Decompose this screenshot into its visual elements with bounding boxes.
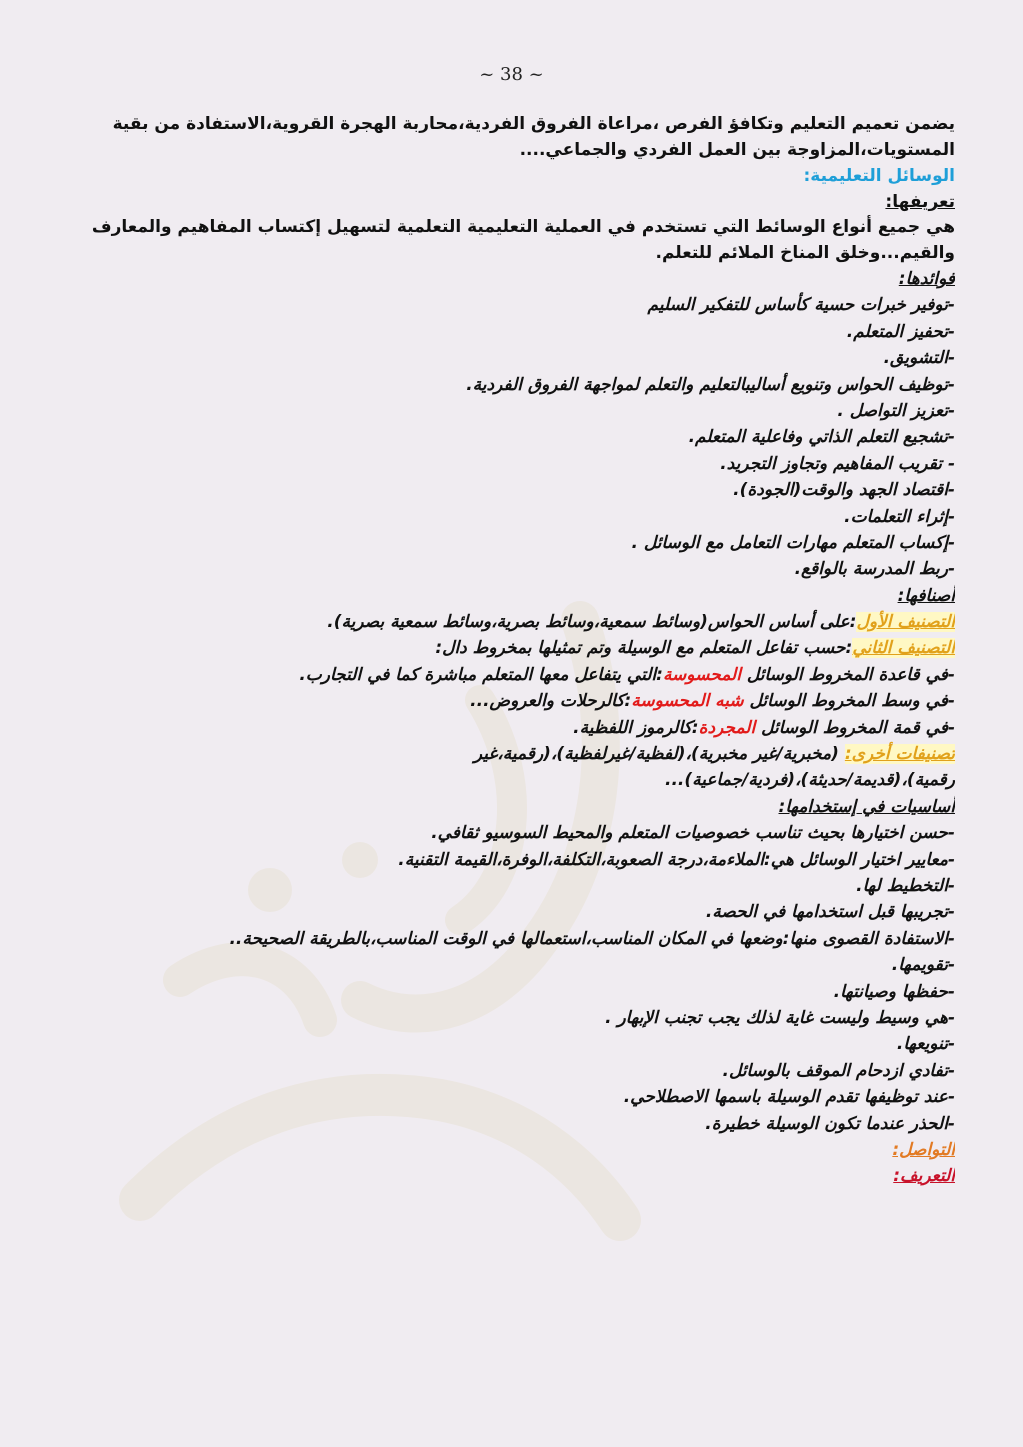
list-item: -معايير اختيار الوسائل هي:الملاءمة،درجة الصعوبة،التكلفة،الوفرة،القيمة التقنية. [398,849,955,870]
list-item: -التخطيط لها. [856,875,955,896]
list-item: -توفير خبرات حسية كأساس للتفكير السليم [647,295,955,316]
cone-level-base [50,662,955,688]
classification-text: :على أساس الحواس(وسائط سمعية،وسائط بصرية،وسائط سمعية بصرية). [327,612,857,633]
list-item: -التشويق. [883,348,955,369]
cone-term: شبه المحسوسة [631,691,744,712]
intro-paragraph [50,112,955,163]
classification-label: تصنيفات أخرى: [844,744,955,765]
classification-text: (مخبرية/غير مخبرية)،(لفظية/غيرلفظية)،(رقمية،غير [473,744,845,765]
page-content [50,112,955,1190]
list-item: -تقويمها. [891,955,955,976]
list-item: -تحفيز المتعلم. [846,321,955,342]
usage-heading: أساسيات في إستخدامها: [778,796,955,817]
list-item: -تفادي ازدحام الموقف بالوسائل. [722,1060,955,1081]
cone-text: :كالرحلات والعروض... [470,691,632,712]
classification-label: التصنيف الأول [856,612,955,633]
classification-text: :حسب تفاعل المتعلم مع الوسيلة وتم تمثيلها بمخروط دال: [435,638,853,659]
classification-other-continued: رقمية)،(قديمة/حديثة)،(فردية/جماعية)... [665,770,955,791]
list-item: -تشجيع التعلم الذاتي وفاعلية المتعلم. [688,427,955,448]
definition-line: هي جميع أنواع الوسائط التي تستخدم في العملية التعليمية التعلمية لتسهيل إكتساب المفاهيم والمعارف [91,217,955,237]
list-item: - تقريب المفاهيم وتجاوز التجريد. [720,453,955,474]
types-heading: أصنافها: [897,585,955,606]
list-item: -تنويعها. [896,1034,955,1055]
cone-text: -في وسط المخروط الوسائل [743,691,955,712]
definition-heading: تعريفها: [885,192,955,212]
usage-list [50,820,955,1137]
cone-term: المحسوسة [662,664,741,685]
list-item: -حفظها وصيانتها. [833,981,955,1002]
list-item: -حسن اختيارها بحيث تناسب خصوصيات المتعلم والمحيط السوسيو ثقافي. [431,823,955,844]
list-item: -تعزيز التواصل . [837,400,955,421]
list-item: -تجريبها قبل استخدامها في الحصة. [705,902,955,923]
cone-level-top [50,715,955,741]
classification-second [50,635,955,661]
cone-text: -في قمة المخروط الوسائل [755,717,955,738]
list-item: -الاستفادة القصوى منها:وضعها في المكان المناسب،استعمالها في الوقت المناسب،بالطريقة الصحيحة.. [229,928,955,949]
cone-text: :التي يتفاعل معها المتعلم مباشرة كما في التجارب. [299,664,663,685]
benefits-list [50,292,955,582]
benefits-heading: فوائدها: [898,269,955,289]
cone-text: -في قاعدة المخروط الوسائل [740,664,955,685]
list-item: -عند توظيفها تقدم الوسيلة باسمها الاصطلاحي. [623,1087,955,1108]
communication-heading: التواصل: [892,1139,955,1160]
section-title: الوسائل التعليمية: [803,166,955,186]
cone-text: :كالرموز اللفظية. [573,717,699,738]
cone-level-middle [50,688,955,714]
list-item: -توظيف الحواس وتنويع أساليبالتعليم والتعلم لمواجهة الفروق الفردية. [466,374,955,395]
definition-line: والقيم...وخلق المناخ الملائم للتعلم. [655,242,955,263]
page-number: ~ 38 ~ [479,64,544,85]
cone-term: المجردة [698,717,756,738]
list-item: -هي وسيط وليست غاية لذلك يجب تجنب الإبهار . [605,1007,955,1028]
list-item: -اقتصاد الجهد والوقت(الجودة). [733,480,955,501]
classification-label: التصنيف الثاني [852,638,955,659]
intro-line: يضمن تعميم التعليم وتكافؤ الفرص ،مراعاة الفروق الفردية،محاربة الهجرة القروية،الاستفادة من بقية [112,114,955,134]
list-item: -ربط المدرسة بالواقع. [794,559,955,580]
classification-other [50,741,955,767]
list-item: -إكساب المتعلم مهارات التعامل مع الوسائل . [631,532,955,553]
list-item: -إثراء التعلمات. [844,506,955,527]
list-item: -الحذر عندما تكون الوسيلة خطيرة. [705,1113,955,1134]
intro-line: المستويات،المزاوجة بين العمل الفردي والجماعي.... [519,139,955,160]
definition-subheading: التعريف: [893,1166,955,1187]
classification-first [50,609,955,635]
